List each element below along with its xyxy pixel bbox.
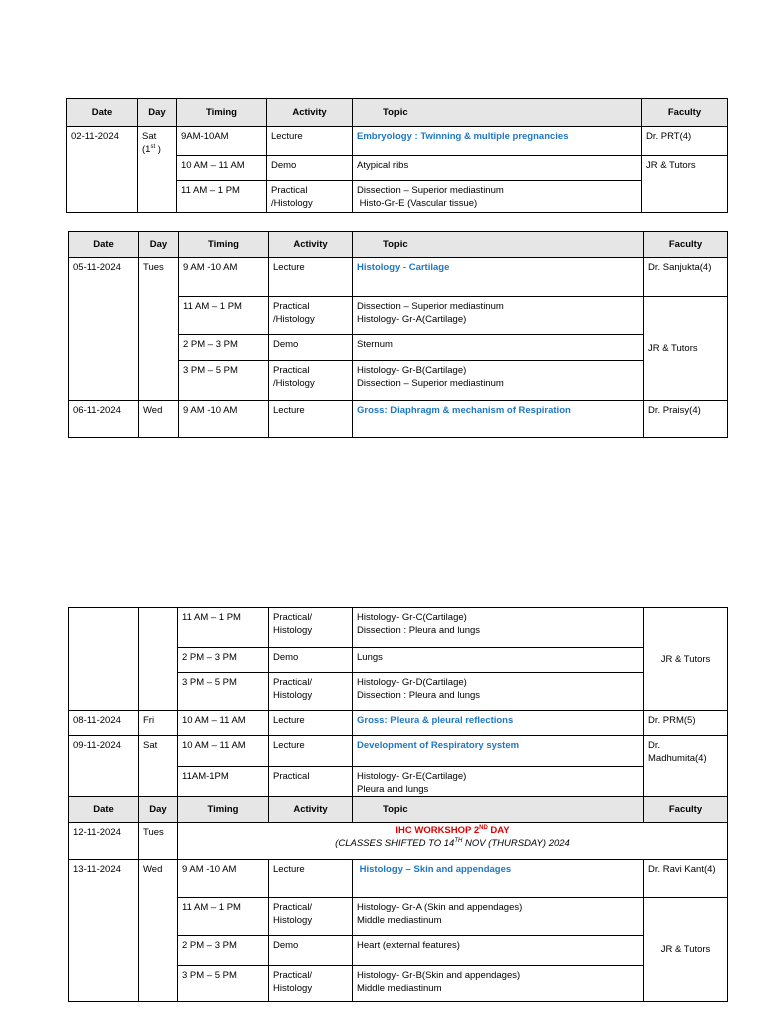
activity-cell: [269, 608, 353, 648]
day-cell: Sat: [139, 736, 178, 797]
activity-cell: Lecture: [269, 401, 353, 438]
timing-cell: 11 AM – 1 PM: [179, 297, 269, 335]
ihc-note-sup: TH: [454, 837, 463, 844]
faculty-line: Dr.: [648, 740, 661, 751]
topic-cell: [353, 736, 644, 767]
faculty-cell: [644, 736, 728, 797]
header-faculty: Faculty: [644, 232, 728, 258]
topic-line: Histology- Gr-A(Cartilage): [357, 314, 467, 325]
activity-cell: Lecture: [267, 127, 353, 156]
topic-text: Histology - Cartilage: [357, 262, 450, 273]
topic-line: Histology- Gr-B(Skin and appendages): [357, 970, 521, 981]
topic-line: Histology- Gr-B(Cartilage): [357, 365, 467, 376]
topic-cell: [353, 966, 644, 1002]
activity-cell: [269, 297, 353, 335]
day-cell: [139, 608, 178, 711]
table-row: [69, 608, 728, 648]
date-cell: 02-11-2024: [67, 127, 138, 213]
faculty-cell: Dr. Sanjukta(4): [644, 258, 728, 297]
table-row: [69, 258, 728, 297]
timetable-1: [66, 98, 728, 213]
activity-cell: [267, 181, 353, 213]
timing-cell: 3 PM – 5 PM: [178, 673, 269, 711]
header-faculty: Faculty: [644, 797, 728, 823]
activity-cell: Lecture: [269, 736, 353, 767]
activity-line: Histology: [273, 690, 313, 701]
activity-cell: Demo: [269, 648, 353, 673]
timing-cell: 11AM-1PM: [178, 767, 269, 797]
activity-cell: Demo: [267, 156, 353, 181]
header-topic: Topic: [353, 797, 644, 823]
activity-line: Histology: [273, 983, 313, 994]
ihc-title-sup: ND: [479, 824, 488, 831]
activity-cell: Lecture: [269, 711, 353, 736]
header-day: Day: [139, 797, 178, 823]
activity-line: Histology: [273, 915, 313, 926]
activity-line: Practical/: [273, 677, 313, 688]
topic-cell: [353, 898, 644, 936]
faculty-cell: Dr. PRM(5): [644, 711, 728, 736]
activity-line: /Histology: [273, 314, 315, 325]
header-timing: Timing: [177, 99, 267, 127]
topic-cell: [353, 673, 644, 711]
header-topic: Topic: [353, 99, 642, 127]
activity-line: Histology: [273, 625, 313, 636]
ihc-note-end: NOV (THURSDAY) 2024: [462, 838, 570, 849]
day-note: [142, 144, 161, 155]
timing-cell: 10 AM – 11 AM: [177, 156, 267, 181]
timing-cell: 9 AM -10 AM: [178, 860, 269, 898]
topic-text: Histology – Skin and appendages: [359, 864, 512, 875]
timing-cell: 11 AM – 1 PM: [178, 898, 269, 936]
topic-line: Dissection – Superior mediastinum: [357, 185, 504, 196]
faculty-cell: JR & Tutors: [644, 898, 728, 1002]
activity-cell: [269, 673, 353, 711]
activity-cell: [269, 966, 353, 1002]
activity-line: Practical: [273, 301, 310, 312]
topic-cell: [353, 401, 644, 438]
faculty-cell: Dr. Ravi Kant(4): [644, 860, 728, 898]
timing-cell: 2 PM – 3 PM: [178, 648, 269, 673]
timetable-2: [68, 231, 728, 438]
topic-cell: [353, 361, 644, 401]
table-row: [69, 823, 728, 860]
topic-line: Middle mediastinum: [357, 915, 442, 926]
header-date: Date: [69, 797, 139, 823]
topic-line: Histology- Gr-C(Cartilage): [357, 612, 467, 623]
date-cell: 09-11-2024: [69, 736, 139, 797]
timetable-3: [68, 607, 728, 1002]
timing-cell: 9AM-10AM: [177, 127, 267, 156]
topic-line: Dissection : Pleura and lungs: [357, 625, 481, 636]
topic-cell: [353, 711, 644, 736]
topic-cell: Atypical ribs: [353, 156, 642, 181]
day-cell: Wed: [139, 860, 178, 1002]
header-timing: Timing: [178, 797, 269, 823]
topic-line: Pleura and lungs: [357, 784, 429, 795]
header-faculty: Faculty: [642, 99, 728, 127]
header-timing: Timing: [179, 232, 269, 258]
date-cell: 05-11-2024: [69, 258, 139, 401]
header-row: [67, 99, 728, 127]
topic-cell: Sternum: [353, 335, 644, 361]
date-cell: 13-11-2024: [69, 860, 139, 1002]
day-cell: [138, 127, 177, 213]
timing-cell: 9 AM -10 AM: [179, 401, 269, 438]
topic-cell: [353, 608, 644, 648]
topic-cell: [353, 860, 644, 898]
faculty-cell: Dr. Praisy(4): [644, 401, 728, 438]
date-cell: 12-11-2024: [69, 823, 139, 860]
topic-line: Histology- Gr-A (Skin and appendages): [357, 902, 523, 913]
activity-cell: Lecture: [269, 258, 353, 297]
ihc-title: [182, 824, 723, 837]
date-cell: [69, 608, 139, 711]
date-cell: 08-11-2024: [69, 711, 139, 736]
header-row: [69, 797, 728, 823]
header-activity: Activity: [269, 232, 353, 258]
date-cell: 06-11-2024: [69, 401, 139, 438]
timing-cell: 10 AM – 11 AM: [178, 711, 269, 736]
table-row: [69, 860, 728, 898]
ihc-workshop-notice: [178, 823, 728, 860]
day-cell: Wed: [139, 401, 179, 438]
table-row: [69, 736, 728, 767]
day-note-end: ): [155, 144, 161, 155]
topic-line: Histology- Gr-E(Cartilage): [357, 771, 467, 782]
activity-cell: Demo: [269, 335, 353, 361]
faculty-line: Madhumita(4): [648, 753, 707, 764]
timing-cell: 11 AM – 1 PM: [178, 608, 269, 648]
topic-text: Gross: Pleura & pleural reflections: [357, 715, 514, 726]
faculty-cell: JR & Tutors: [644, 608, 728, 711]
ihc-title-end: DAY: [487, 825, 510, 836]
header-day: Day: [138, 99, 177, 127]
day-cell: Fri: [139, 711, 178, 736]
activity-line: /Histology: [273, 378, 315, 389]
ihc-note: [182, 837, 723, 850]
day-note-sup: st: [150, 143, 156, 150]
activity-line: Practical: [273, 365, 310, 376]
topic-cell: [353, 297, 644, 335]
topic-line: Histology- Gr-D(Cartilage): [357, 677, 467, 688]
timing-cell: 11 AM – 1 PM: [177, 181, 267, 213]
activity-cell: Demo: [269, 936, 353, 966]
topic-cell: [353, 258, 644, 297]
day-label: Sat: [142, 131, 157, 142]
faculty-cell: JR & Tutors: [644, 297, 728, 401]
header-row: [69, 232, 728, 258]
ihc-title-text: IHC WORKSHOP 2: [395, 825, 480, 836]
topic-line: Dissection – Superior mediastinum: [357, 301, 504, 312]
topic-cell: [353, 181, 642, 213]
topic-cell: [353, 127, 642, 156]
header-activity: Activity: [267, 99, 353, 127]
timing-cell: 2 PM – 3 PM: [178, 936, 269, 966]
timing-cell: 3 PM – 5 PM: [179, 361, 269, 401]
day-cell: Tues: [139, 258, 179, 401]
topic-text: Embryology : Twinning & multiple pregnancies: [357, 131, 569, 142]
header-day: Day: [139, 232, 179, 258]
topic-cell: [353, 767, 644, 797]
header-topic: Topic: [353, 232, 644, 258]
faculty-cell: Dr. PRT(4): [642, 127, 728, 156]
topic-line: Histo-Gr-E (Vascular tissue): [359, 198, 478, 209]
topic-line: Dissection – Superior mediastinum: [357, 378, 504, 389]
header-activity: Activity: [269, 797, 353, 823]
activity-cell: Practical: [269, 767, 353, 797]
activity-cell: [269, 361, 353, 401]
day-note-text: (1: [142, 144, 151, 155]
topic-line: Middle mediastinum: [357, 983, 442, 994]
timing-cell: 10 AM – 11 AM: [178, 736, 269, 767]
day-cell: Tues: [139, 823, 178, 860]
table-cut-mask: [60, 438, 740, 468]
activity-line: Practical/: [273, 970, 313, 981]
topic-cell: Heart (external features): [353, 936, 644, 966]
activity-cell: Lecture: [269, 860, 353, 898]
topic-text: Development of Respiratory system: [357, 740, 520, 751]
table-row: [69, 401, 728, 438]
faculty-cell: JR & Tutors: [642, 156, 728, 213]
activity-line: /Histology: [271, 198, 313, 209]
topic-cell: Lungs: [353, 648, 644, 673]
activity-line: Practical: [271, 185, 308, 196]
activity-line: Practical/: [273, 902, 313, 913]
header-date: Date: [67, 99, 138, 127]
timing-cell: 9 AM -10 AM: [179, 258, 269, 297]
table-row: [67, 127, 728, 156]
activity-cell: [269, 898, 353, 936]
topic-text: Gross: Diaphragm & mechanism of Respiration: [357, 405, 571, 416]
header-date: Date: [69, 232, 139, 258]
table-row: [69, 711, 728, 736]
timing-cell: 2 PM – 3 PM: [179, 335, 269, 361]
topic-line: Dissection : Pleura and lungs: [357, 690, 481, 701]
timing-cell: 3 PM – 5 PM: [178, 966, 269, 1002]
activity-line: Practical/: [273, 612, 313, 623]
ihc-note-text: (CLASSES SHIFTED TO 14: [335, 838, 455, 849]
